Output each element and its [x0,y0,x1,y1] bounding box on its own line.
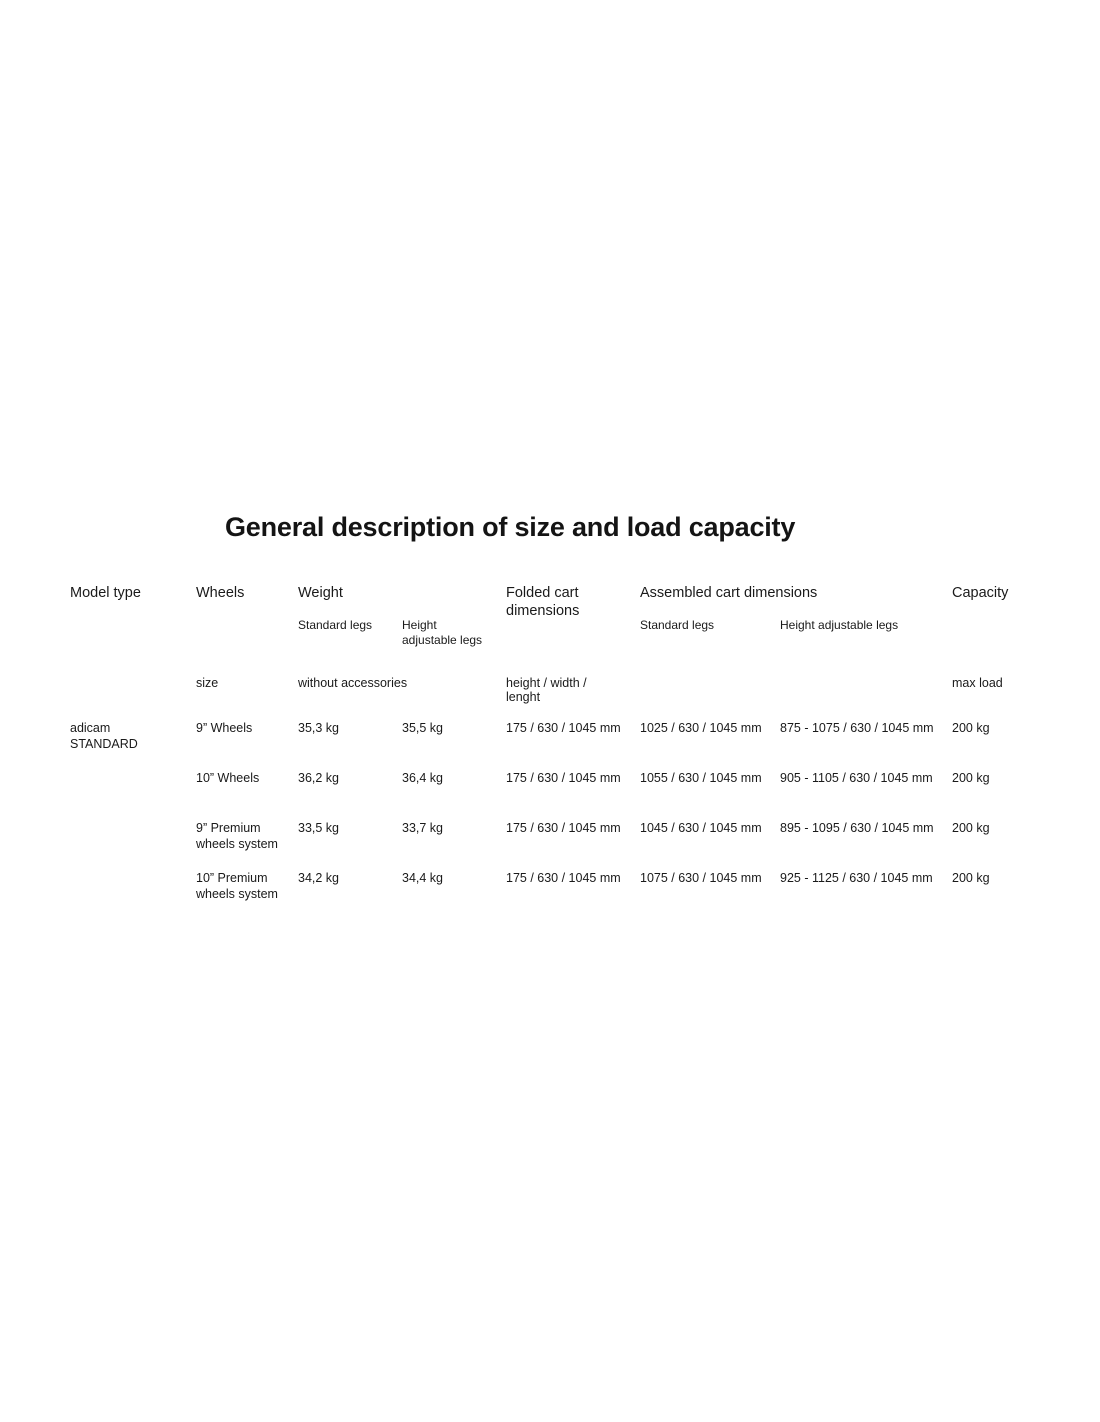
header-model-type: Model type [70,585,141,601]
table-row [62,762,1046,812]
unit-capacity: max load [952,676,1003,691]
subheader-assembled-height-adjustable-legs: Height adjustable legs [780,618,899,633]
cell-weight-adjustable: 36,4 kg [402,771,444,786]
cell-capacity: 200 kg [952,871,990,886]
cell-assembled-adjustable: 925 - 1125 / 630 / 1045 mm [780,871,933,886]
unit-weight: without accessories [298,676,408,691]
header-assembled-cart-dimensions: Assembled cart dimensions [640,585,818,601]
cell-capacity: 200 kg [952,821,990,836]
header-weight: Weight [298,585,343,601]
table-unit-row [62,668,1046,712]
cell-folded: 175 / 630 / 1045 mm [506,821,621,836]
specification-table [62,576,1046,912]
cell-weight-standard: 35,3 kg [298,721,340,736]
table-row [62,812,1046,862]
unit-model-type [62,668,188,712]
cell-assembled-standard: 1055 / 630 / 1045 mm [640,771,762,786]
cell-assembled-standard: 1045 / 630 / 1045 mm [640,821,762,836]
cell-wheels: 10” Wheels [196,771,260,786]
subheader-assembled-standard-legs: Standard legs [640,618,715,633]
model-group-cell [62,712,188,912]
cell-assembled-adjustable: 905 - 1105 / 630 / 1045 mm [780,771,933,786]
subheader-weight-height-adjustable-legs: Height adjustable legs [402,618,483,648]
cell-folded: 175 / 630 / 1045 mm [506,771,621,786]
cell-wheels: 9” Premium wheels system [196,821,278,852]
cell-folded: 175 / 630 / 1045 mm [506,721,621,736]
cell-assembled-standard: 1025 / 630 / 1045 mm [640,721,762,736]
header-folded-cart-dimensions: Folded cart dimensions [506,585,580,620]
model-group-line2: STANDARD [70,737,138,752]
cell-weight-adjustable: 35,5 kg [402,721,444,736]
cell-weight-standard: 36,2 kg [298,771,340,786]
table-header-row [62,576,1046,610]
cell-wheels: 10” Premium wheels system [196,871,278,902]
cell-weight-adjustable: 34,4 kg [402,871,444,886]
cell-weight-standard: 34,2 kg [298,871,340,886]
table-row [62,712,1046,762]
cell-assembled-adjustable: 875 - 1075 / 630 / 1045 mm [780,721,934,736]
cell-assembled-adjustable: 895 - 1095 / 630 / 1045 mm [780,821,934,836]
cell-wheels: 9” Wheels [196,721,253,736]
header-capacity: Capacity [952,585,1009,601]
subheader-weight-standard-legs: Standard legs [298,618,373,633]
cell-capacity: 200 kg [952,771,990,786]
cell-capacity: 200 kg [952,721,990,736]
model-group-line1: adicam [70,721,111,736]
header-wheels: Wheels [196,585,245,601]
unit-assembled [632,668,944,712]
cell-assembled-standard: 1075 / 630 / 1045 mm [640,871,762,886]
unit-folded: height / width / lenght [506,676,587,705]
cell-weight-standard: 33,5 kg [298,821,340,836]
cell-weight-adjustable: 33,7 kg [402,821,444,836]
unit-wheels: size [196,676,219,691]
table-row [62,862,1046,912]
cell-folded: 175 / 630 / 1045 mm [506,871,621,886]
page-title: General description of size and load capacity [225,512,796,542]
spec-table-container [62,576,1046,912]
